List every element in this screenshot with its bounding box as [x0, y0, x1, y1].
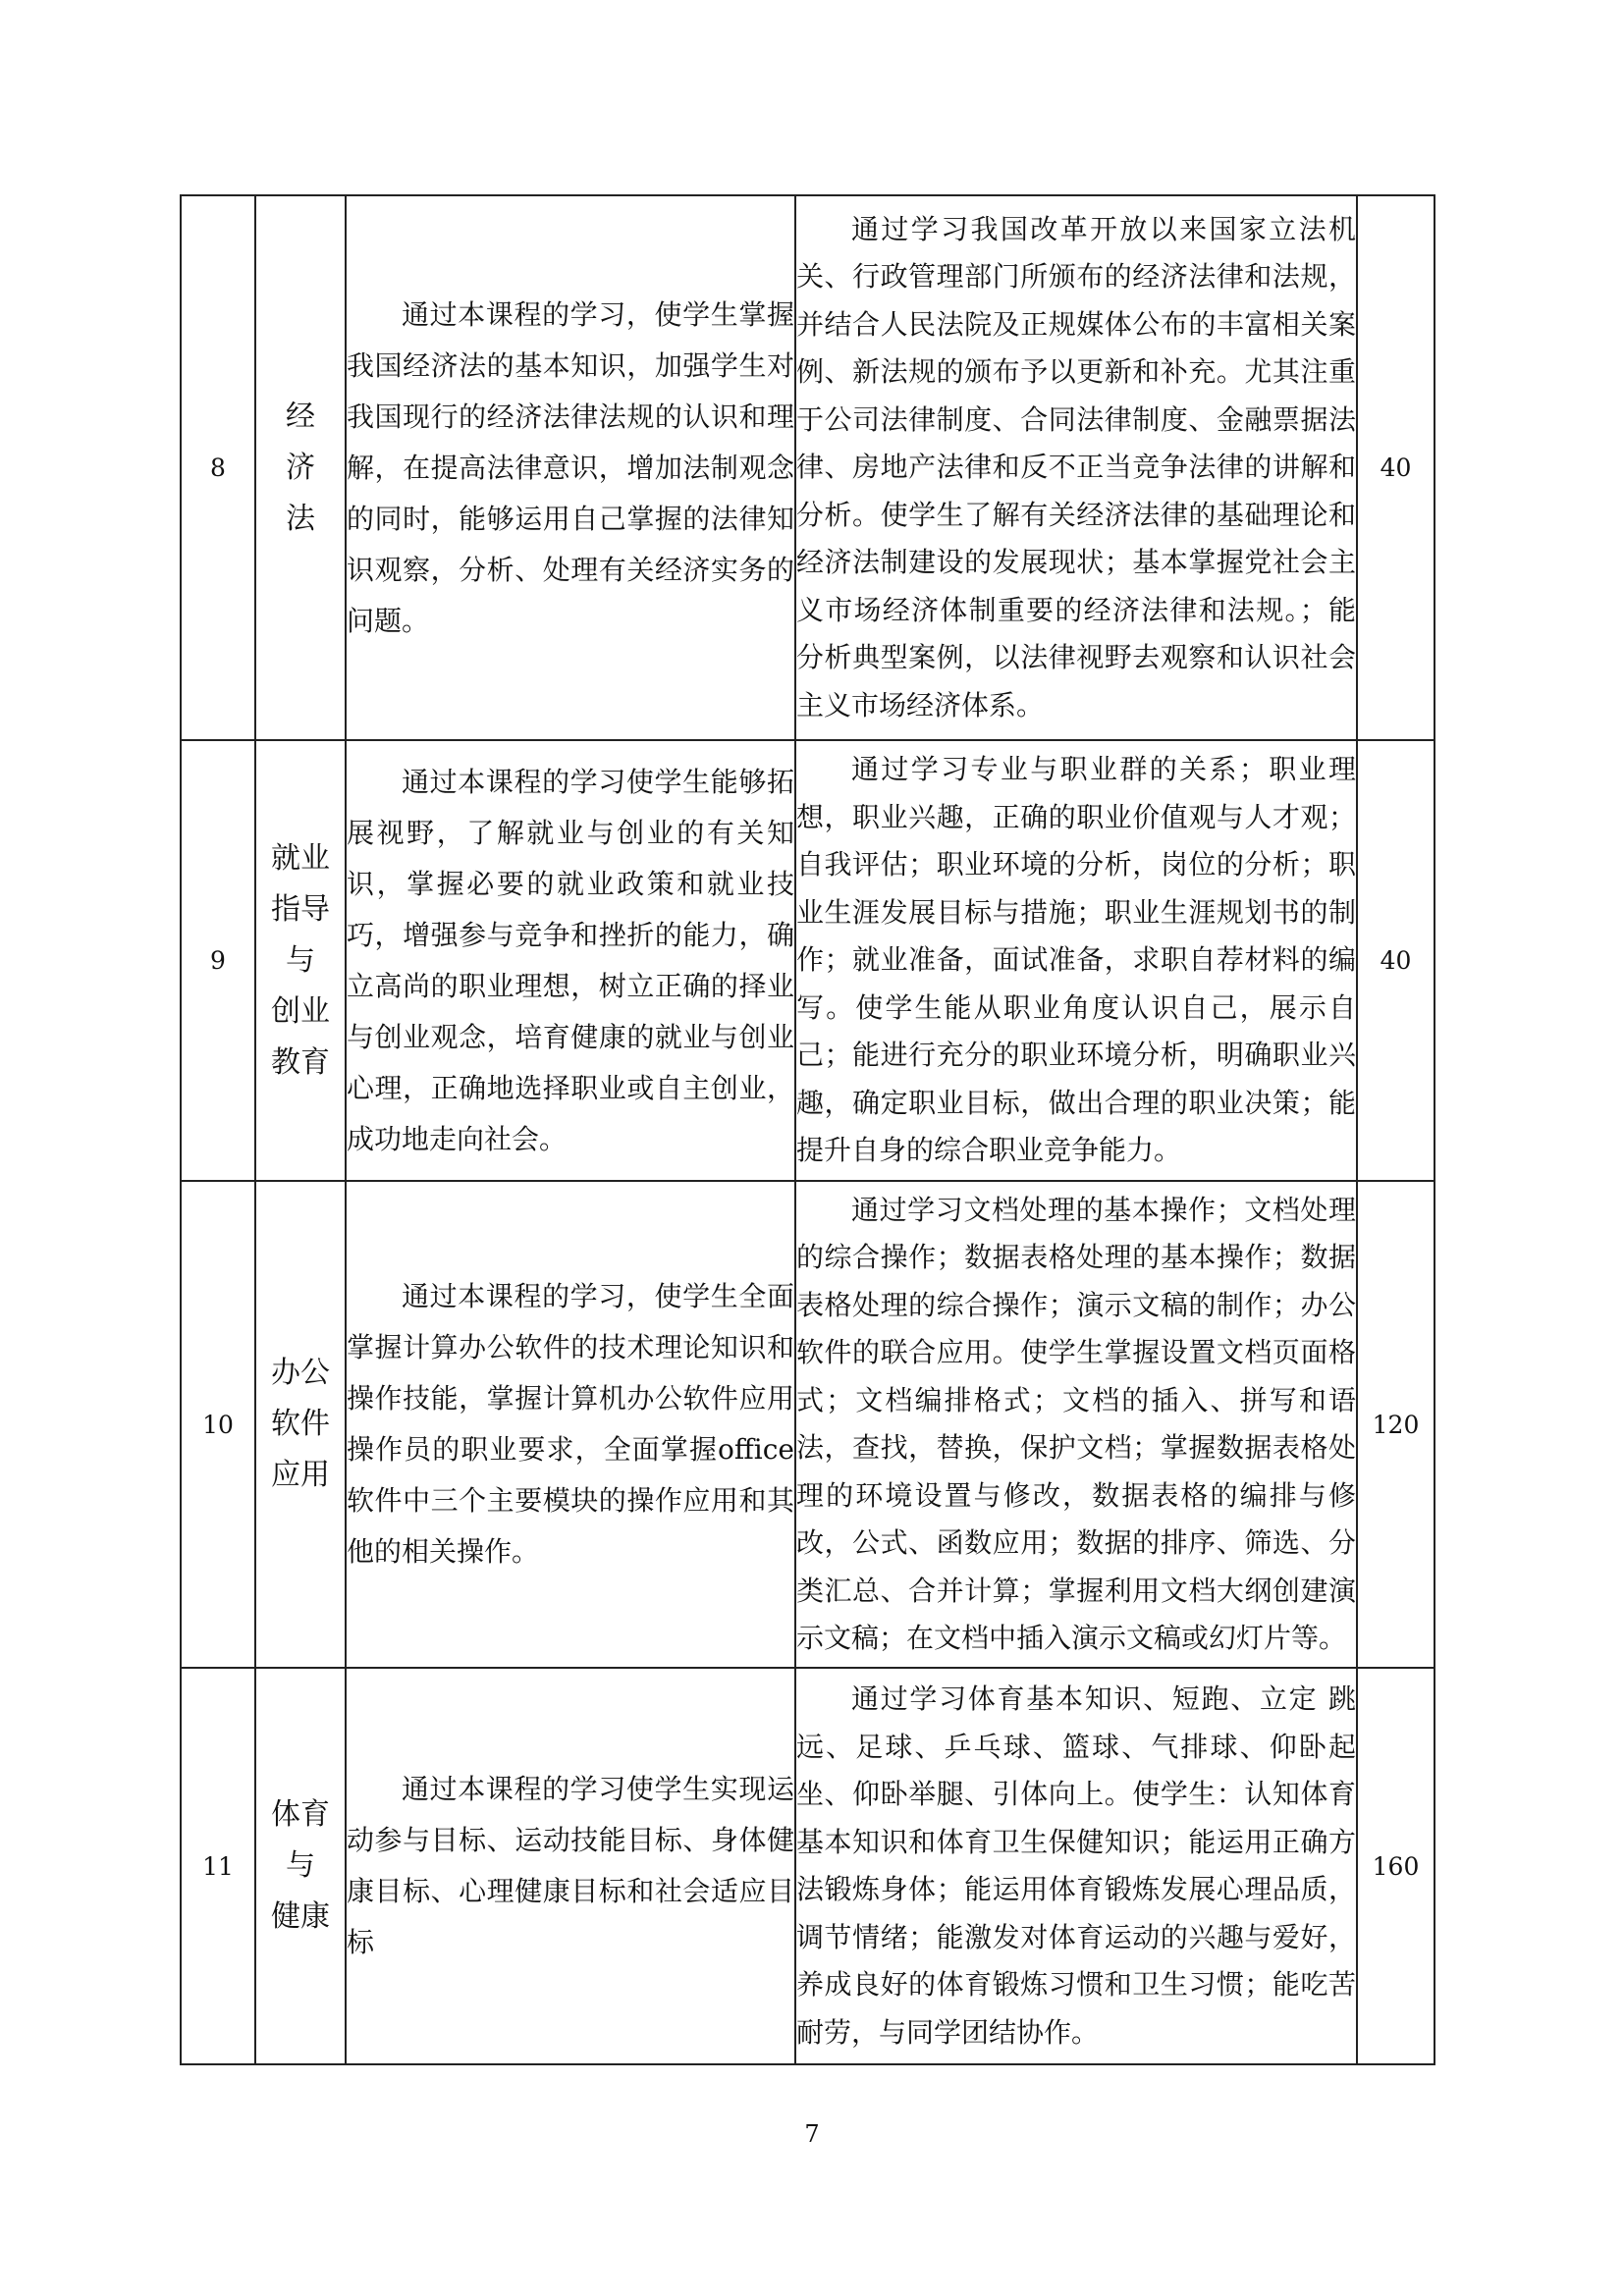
table-row	[181, 1181, 1435, 1668]
course-name-line: 济	[286, 450, 315, 485]
course-name-line: 软件	[271, 1407, 330, 1441]
course-content	[795, 195, 1357, 740]
course-content	[795, 1181, 1357, 1668]
course-name-line: 体育	[271, 1797, 330, 1832]
course-name-line: 教育	[271, 1044, 330, 1080]
course-number: 11	[181, 1668, 255, 2064]
course-name-line: 与	[286, 1848, 315, 1883]
table-row	[181, 195, 1435, 740]
course-content-text: 通过学习我国改革开放以来国家立法机关、行政管理部门所颁布的经济法律和法规，并结合人民法院及正规媒体公布的丰富相关案例、新法规的颁布予以更新和补充。尤其注重于公司法律制度、合同法律制度、金融票据法律、房地产法律和反不正当竞争法律的讲解和分析。使学生了解有关经济法律的基础理论和经济法制建设的发展现状；基本掌握党社会主义市场经济体制重要的经济法律和法规。；能分析典型案例，以法律视野去观察和认识社会主义市场经济体系。	[796, 212, 1356, 721]
course-name-line: 健康	[271, 1899, 330, 1934]
course-content	[795, 740, 1357, 1181]
course-name	[255, 1668, 346, 2064]
course-goal	[346, 1181, 795, 1668]
course-name-line: 办公	[271, 1356, 330, 1390]
course-hours: 40	[1357, 740, 1435, 1181]
course-number: 10	[181, 1181, 255, 1668]
course-goal	[346, 1668, 795, 2064]
course-name-line: 创业	[271, 993, 330, 1029]
course-goal-text: 通过本课程的学习使学生能够拓展视野，了解就业与创业的有关知识，掌握必要的就业政策和就业技巧，增强参与竞争和挫折的能力，确立高尚的职业理想，树立正确的择业与创业观念，培育健康的就业与创业心理，正确地选择职业或自主创业，成功地走向社会。	[347, 765, 794, 1155]
course-name	[255, 1181, 346, 1668]
page-number: 7	[804, 2120, 820, 2148]
course-number: 8	[181, 195, 255, 740]
table-row	[181, 740, 1435, 1181]
course-hours: 160	[1357, 1668, 1435, 2064]
course-goal	[346, 195, 795, 740]
course-name-line: 法	[286, 501, 315, 536]
course-name	[255, 195, 346, 740]
course-name-line: 应用	[271, 1458, 330, 1492]
course-content-text: 通过学习体育基本知识、短跑、立定 跳远、足球、乒乓球、篮球、气排球、仰卧起坐、仰卧举腿、引体向上。使学生：认知体育基本知识和体育卫生保健知识；能运用正确方法锻炼身体；能运用体育锻炼发展心理品质，调节情绪；能激发对体育运动的兴趣与爱好，养成良好的体育锻炼习惯和卫生习惯；能吃苦耐劳，与同学团结协作。	[796, 1682, 1356, 2049]
course-goal-text: 通过本课程的学习，使学生掌握我国经济法的基本知识，加强学生对我国现行的经济法律法规的认识和理解，在提高法律意识，增加法制观念的同时，能够运用自己掌握的法律知识观察，分析、处理有关经济实务的问题。	[347, 297, 794, 637]
table-row	[181, 1668, 1435, 2064]
course-name-line: 指导	[271, 891, 330, 927]
course-name-line: 经	[286, 399, 315, 434]
course-hours: 40	[1357, 195, 1435, 740]
course-name	[255, 740, 346, 1181]
course-name-line: 就业	[271, 840, 330, 876]
course-name-line: 与	[286, 942, 315, 978]
course-number: 9	[181, 740, 255, 1181]
course-goal-text: 通过本课程的学习，使学生全面掌握计算办公软件的技术理论知识和操作技能，掌握计算机办公软件应用操作员的职业要求，全面掌握office软件中三个主要模块的操作应用和其他的相关操作。	[347, 1280, 794, 1568]
course-content	[795, 1668, 1357, 2064]
course-hours: 120	[1357, 1181, 1435, 1668]
course-goal	[346, 740, 795, 1181]
course-content-text: 通过学习专业与职业群的关系；职业理想，职业兴趣，正确的职业价值观与人才观；自我评估；职业环境的分析，岗位的分析；职业生涯发展目标与措施；职业生涯规划书的制作；就业准备，面试准备，求职自荐材料的编写。使学生能从职业角度认识自己，展示自己；能进行充分的职业环境分析，明确职业兴趣，确定职业目标，做出合理的职业决策；能提升自身的综合职业竞争能力。	[796, 753, 1356, 1167]
course-goal-text: 通过本课程的学习使学生实现运动参与目标、运动技能目标、身体健康目标、心理健康目标和社会适应目标	[347, 1773, 794, 1958]
course-table	[180, 194, 1435, 2065]
course-content-text: 通过学习文档处理的基本操作；文档处理的综合操作；数据表格处理的基本操作；数据表格处理的综合操作；演示文稿的制作；办公软件的联合应用。使学生掌握设置文档页面格式；文档编排格式；文档的插入、拼写和语法，查找，替换，保护文档；掌握数据表格处理的环境设置与修改，数据表格的编排与修改，公式、函数应用；数据的排序、筛选、分类汇总、合并计算；掌握利用文档大纲创建演示文稿；在文档中插入演示文稿或幻灯片等。	[796, 1193, 1356, 1654]
